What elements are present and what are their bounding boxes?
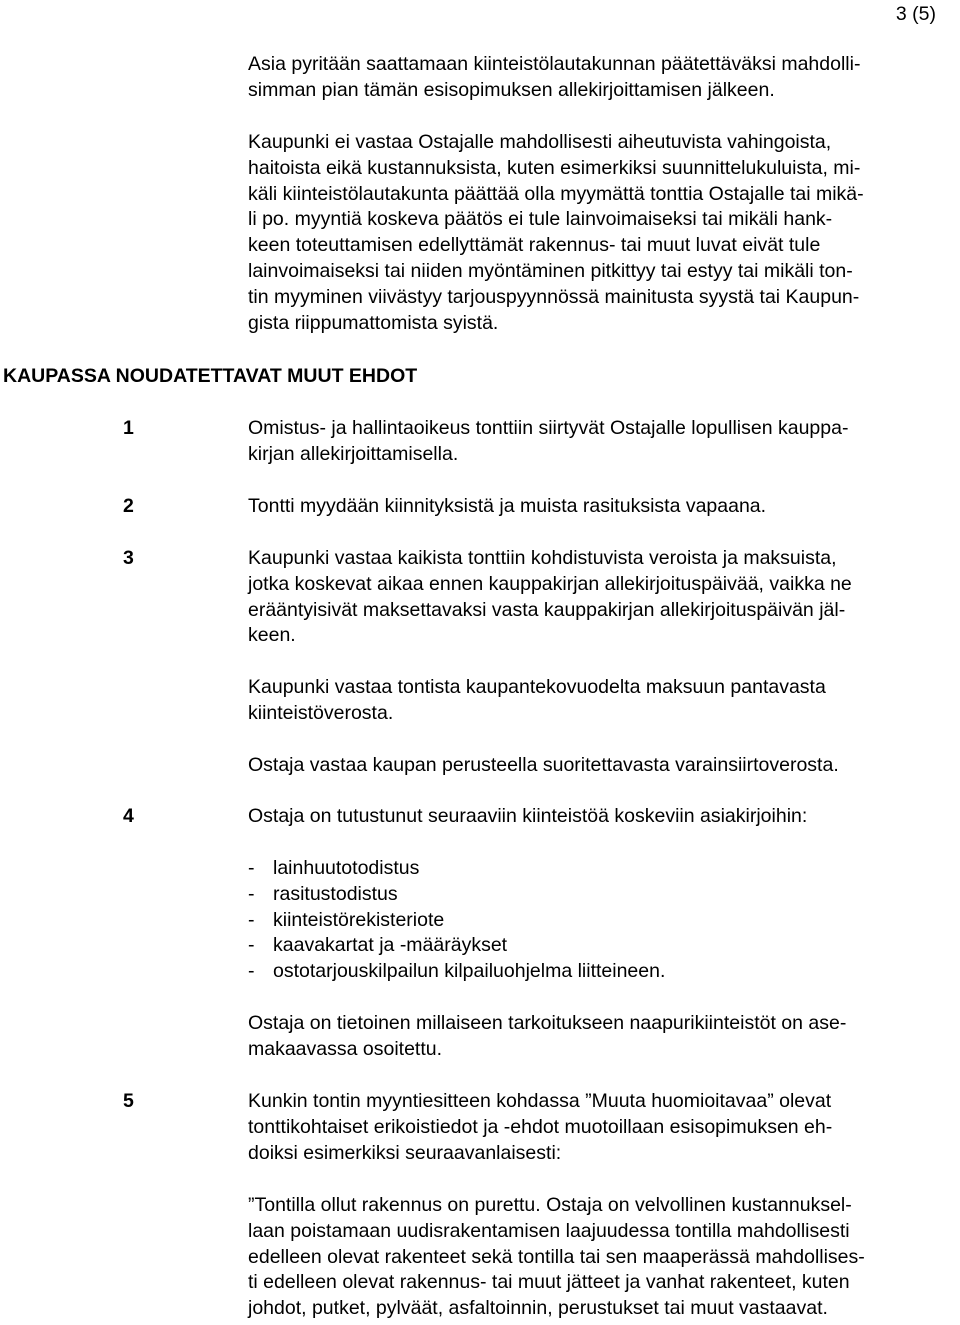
list-item-text: lainhuutotodistus bbox=[273, 857, 420, 879]
intro-paragraph-2 bbox=[248, 130, 948, 336]
list-dash: - bbox=[248, 882, 255, 905]
text-line: ”Tontilla ollut rakennus on purettu. Ostaja on velvollinen kustannuksel- bbox=[248, 1194, 852, 1216]
text-line: jotka koskevat aikaa ennen kauppakirjan allekirjoituspäivää, vaikka ne bbox=[248, 572, 852, 595]
text-line: kirjan allekirjoittamisella. bbox=[248, 442, 459, 465]
text-line: laan poistamaan uudisrakentamisen laajuudessa tontilla mahdollisesti bbox=[248, 1219, 850, 1242]
text-line: Ostaja vastaa kaupan perusteella suoritettavasta varainsiirtoverosta. bbox=[248, 754, 839, 776]
list-item-text: ostotarjouskilpailun kilpailuohjelma liitteineen. bbox=[273, 960, 666, 983]
item-3-text bbox=[248, 546, 948, 649]
text-line: gista riippumattomista syistä. bbox=[248, 311, 499, 334]
list-item bbox=[248, 856, 948, 882]
list-item bbox=[248, 959, 948, 985]
text-line: käli kiinteistölautakunta päättää olla myymättä tonttia Ostajalle tai mikä- bbox=[248, 182, 864, 205]
item-2-text bbox=[248, 494, 948, 520]
item-number-1: 1 bbox=[123, 417, 134, 439]
text-line: Tontti myydään kiinnityksistä ja muista rasituksista vapaana. bbox=[248, 495, 767, 517]
text-line: makaavassa osoitettu. bbox=[248, 1037, 443, 1060]
item-3-transfer-tax-paragraph bbox=[248, 753, 948, 779]
list-dash: - bbox=[248, 960, 255, 983]
text-line: keen. bbox=[248, 624, 296, 647]
list-dash: - bbox=[248, 857, 255, 879]
item-5-example-quote bbox=[248, 1193, 948, 1322]
text-line: edelleen olevat rakenteet sekä tontilla tai sen maaperässä mahdollises- bbox=[248, 1245, 865, 1268]
text-line: simman pian tämän esisopimuksen allekirjoittamisen jälkeen. bbox=[248, 78, 775, 101]
text-line: erääntyisivät maksettavaksi vasta kauppakirjan allekirjoituspäivän jäl- bbox=[248, 598, 846, 621]
text-line: Kaupunki vastaa tontista kaupantekovuodelta maksuun pantavasta bbox=[248, 676, 826, 698]
page-number: 3 (5) bbox=[895, 3, 936, 25]
list-dash: - bbox=[248, 908, 255, 931]
item-4-neighbour-paragraph bbox=[248, 1011, 948, 1063]
list-item-text: kaavakartat ja -määräykset bbox=[273, 934, 508, 957]
intro-paragraph-1 bbox=[248, 52, 948, 104]
list-item bbox=[248, 908, 948, 934]
list-item bbox=[248, 882, 948, 908]
item-number-4: 4 bbox=[123, 805, 134, 827]
text-line: li po. myyntiä koskeva päätös ei tule lainvoimaiseksi tai mikäli hank- bbox=[248, 208, 833, 231]
text-line: lainvoimaiseksi tai niiden myöntäminen pitkittyy tai estyy tai mikäli ton- bbox=[248, 259, 853, 282]
item-number-2: 2 bbox=[123, 495, 134, 517]
item-number-3: 3 bbox=[123, 547, 134, 569]
text-line: doiksi esimerkiksi seuraavanlaisesti: bbox=[248, 1141, 562, 1164]
document-list bbox=[248, 856, 948, 985]
item-3-property-tax-paragraph bbox=[248, 675, 948, 727]
text-line: Ostaja on tutustunut seuraaviin kiinteistöä koskeviin asiakirjoihin: bbox=[248, 805, 808, 827]
text-line: haitoista eikä kustannuksista, kuten esimerkiksi suunnittelukuluista, mi- bbox=[248, 156, 861, 179]
list-dash: - bbox=[248, 934, 255, 957]
text-line: Kaupunki vastaa kaikista tonttiin kohdistuvista veroista ja maksuista, bbox=[248, 547, 837, 569]
section-heading: KAUPASSA NOUDATETTAVAT MUUT EHDOT bbox=[3, 365, 418, 387]
list-item-text: kiinteistörekisteriote bbox=[273, 908, 445, 931]
list-item bbox=[248, 933, 948, 959]
item-5-text bbox=[248, 1089, 948, 1166]
text-line: kiinteistöverosta. bbox=[248, 701, 394, 724]
list-item-text: rasitustodistus bbox=[273, 882, 398, 905]
text-line: Ostaja on tietoinen millaiseen tarkoitukseen naapurikiinteistöt on ase- bbox=[248, 1012, 847, 1034]
item-number-5: 5 bbox=[123, 1090, 134, 1112]
text-line: Asia pyritään saattamaan kiinteistölautakunnan päätettäväksi mahdolli- bbox=[248, 53, 861, 75]
item-4-text bbox=[248, 804, 948, 830]
text-line: Omistus- ja hallintaoikeus tonttiin siirtyvät Ostajalle lopullisen kauppa- bbox=[248, 417, 849, 439]
item-1-text bbox=[248, 416, 948, 468]
text-line: johdot, putket, pylväät, asfaltoinnin, perustukset tai muut vastaavat. bbox=[248, 1297, 828, 1320]
text-line: tin myyminen viivästyy tarjouspyynnössä mainitusta syystä tai Kaupun- bbox=[248, 285, 860, 308]
text-line: ti edelleen olevat rakennus- tai muut jätteet ja vanhat rakenteet, kuten bbox=[248, 1271, 850, 1294]
text-line: keen toteuttamisen edellyttämät rakennus- tai muut luvat eivät tule bbox=[248, 234, 821, 257]
text-line: Kaupunki ei vastaa Ostajalle mahdollisesti aiheutuvista vahingoista, bbox=[248, 131, 832, 153]
text-line: Kunkin tontin myyntiesitteen kohdassa ”Muuta huomioitavaa” olevat bbox=[248, 1090, 832, 1112]
text-line: tonttikohtaiset erikoistiedot ja -ehdot muotoillaan esisopimuksen eh- bbox=[248, 1115, 833, 1138]
